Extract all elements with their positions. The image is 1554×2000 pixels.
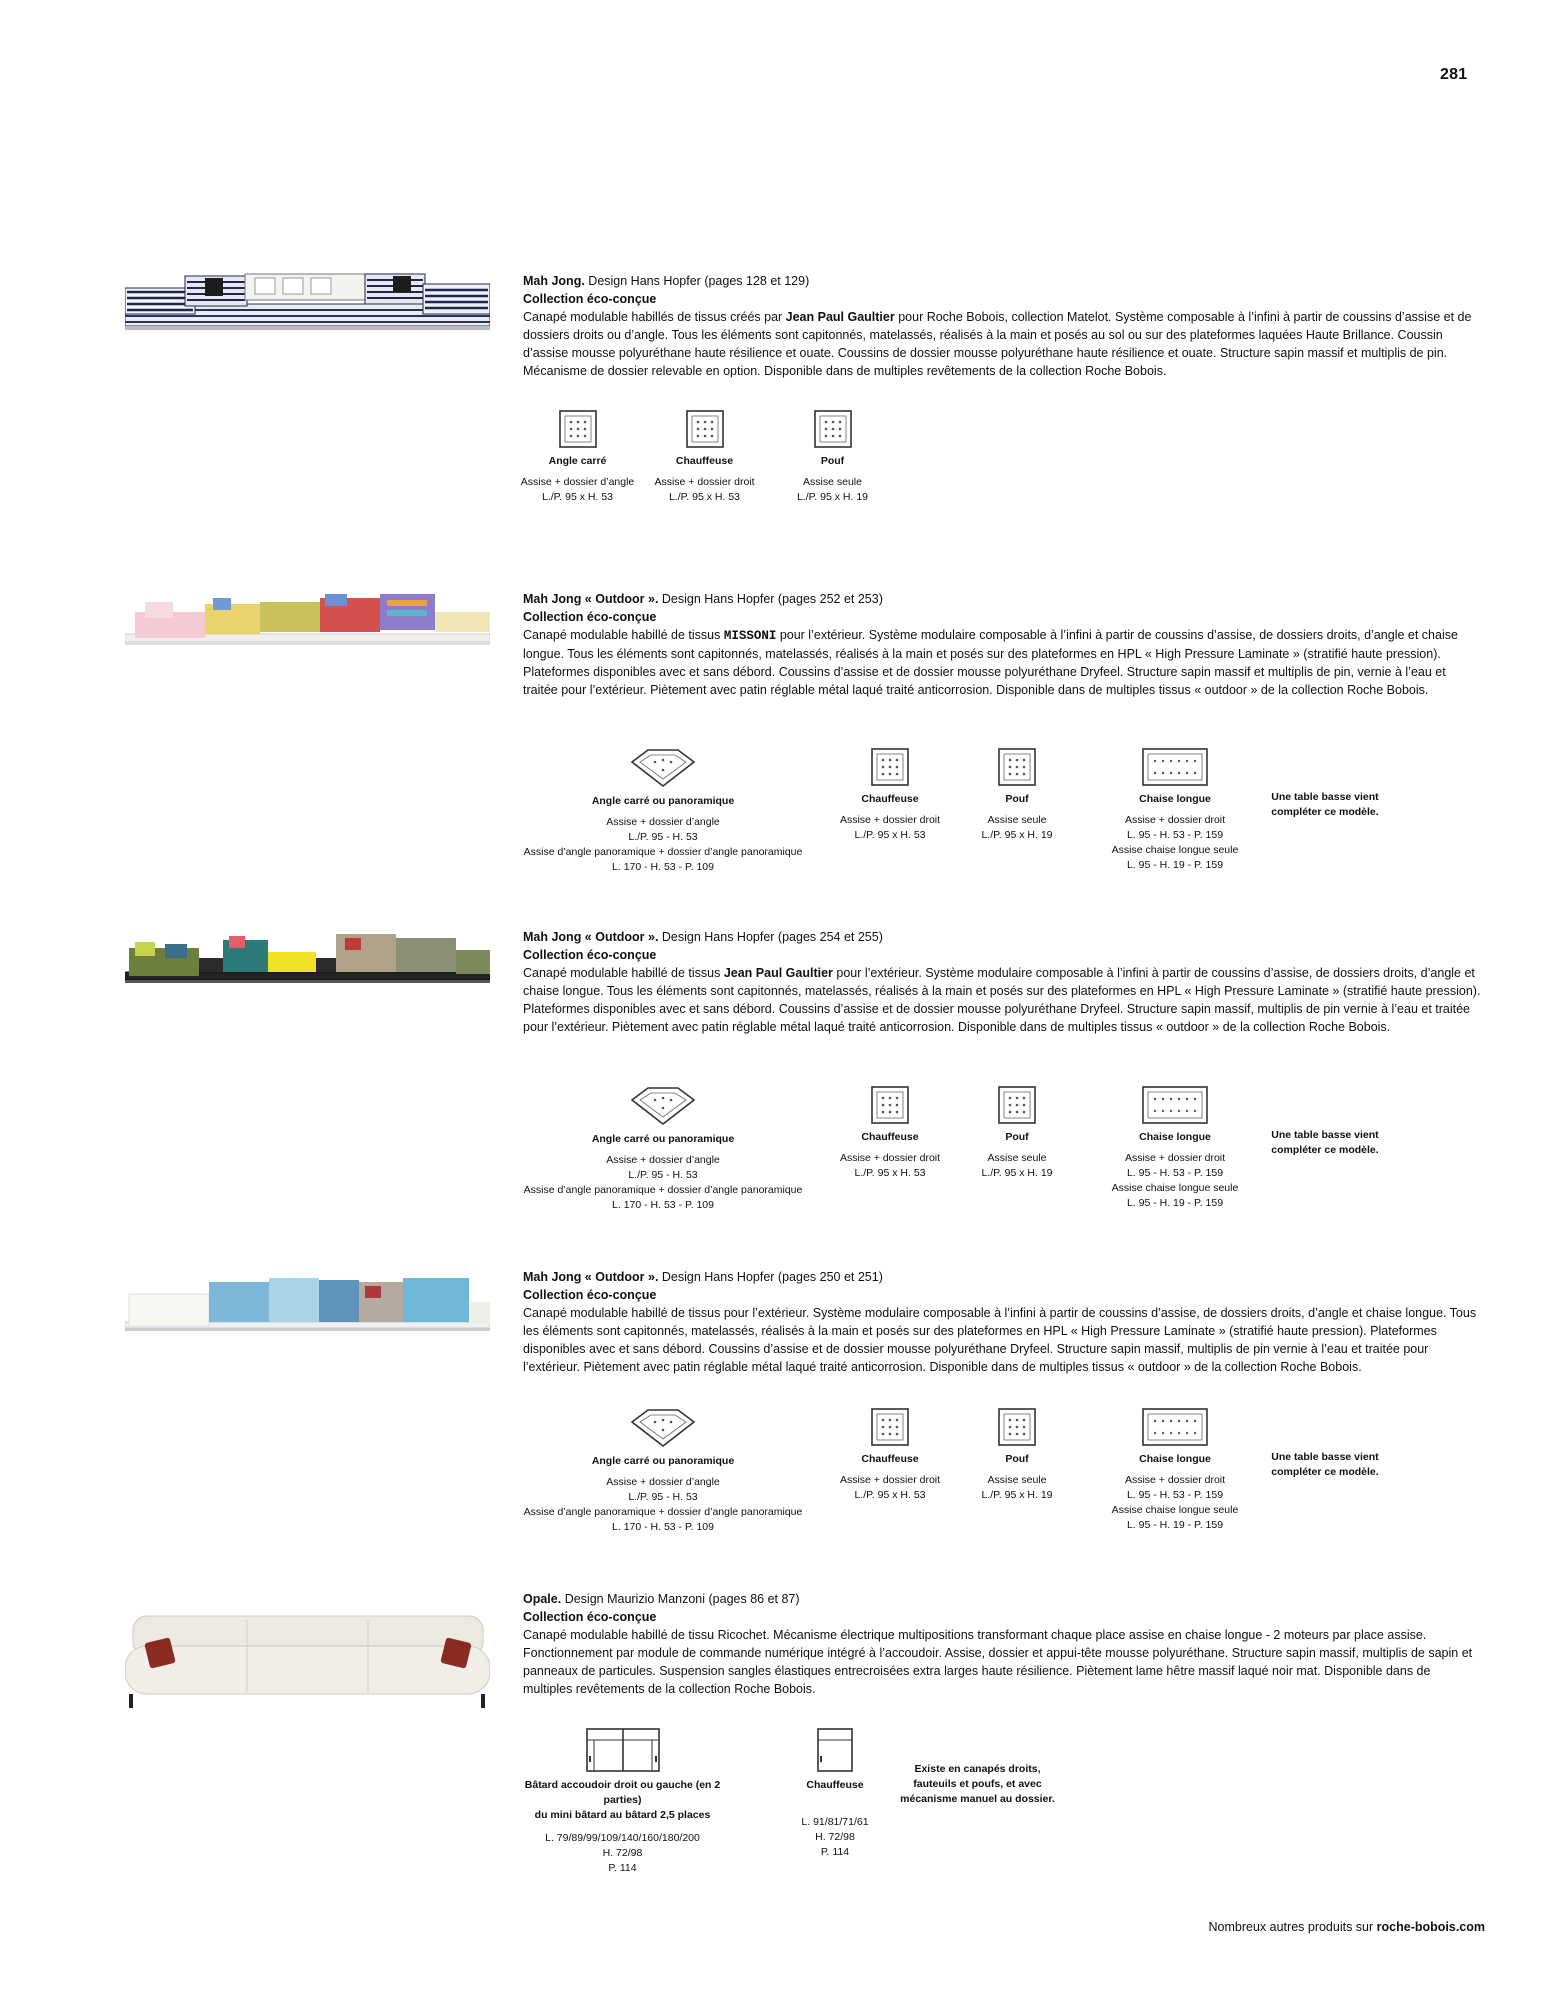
module-chauffeuse bbox=[775, 1728, 895, 1860]
module-dimensions: L./P. 95 x H. 53 bbox=[541, 491, 614, 503]
module-chaise-longue bbox=[1095, 748, 1255, 873]
module-dimensions: P. 114 bbox=[820, 1846, 850, 1858]
product-collection: Collection éco-conçue bbox=[523, 948, 657, 962]
module-dimensions: L. 95 - H. 53 - P. 159 bbox=[1126, 1489, 1224, 1501]
sofa-image bbox=[125, 590, 490, 665]
module-angle-panoramique bbox=[513, 748, 813, 875]
module-spec: Assise seule bbox=[803, 476, 862, 488]
module-spec: Assise chaise longue seule bbox=[1111, 1504, 1239, 1516]
module-subtitle: du mini bâtard au bâtard 2,5 places bbox=[534, 1809, 711, 1821]
module-spec: Assise seule bbox=[987, 1474, 1047, 1486]
module-dimensions: L. 95 - H. 19 - P. 159 bbox=[1126, 859, 1224, 871]
module-square-icon bbox=[814, 410, 852, 448]
sofa-image bbox=[125, 928, 490, 1003]
module-spec: Assise + dossier droit bbox=[839, 1152, 941, 1164]
product-name: Mah Jong. bbox=[523, 274, 585, 288]
module-chauffeuse bbox=[820, 748, 960, 843]
product-design: Design Hans Hopfer (pages 128 et 129) bbox=[584, 274, 810, 288]
module-dimensions: L. 95 - H. 19 - P. 159 bbox=[1126, 1519, 1224, 1531]
module-spec: Assise + dossier d’angle bbox=[520, 476, 635, 488]
module-spec: Assise seule bbox=[987, 1152, 1047, 1164]
module-name: Pouf bbox=[1005, 1131, 1029, 1143]
module-dimensions: L. 170 - H. 53 - P. 109 bbox=[612, 861, 714, 873]
module-name: Chaise longue bbox=[1139, 1131, 1211, 1143]
module-spec: Assise d’angle panoramique + dossier d’angle panoramique bbox=[523, 1184, 803, 1196]
module-chauffeuse bbox=[632, 410, 777, 505]
module-name: Chaise longue bbox=[1139, 1453, 1211, 1465]
module-dimensions: L. 95 - H. 19 - P. 159 bbox=[1126, 1197, 1224, 1209]
module-chauffeuse bbox=[820, 1086, 960, 1181]
product-note: Une table basse vient compléter ce modèle. bbox=[1271, 791, 1379, 818]
module-square-icon bbox=[998, 1086, 1036, 1124]
module-name: Angle carré ou panoramique bbox=[591, 1133, 735, 1145]
module-chaise-longue bbox=[1095, 1408, 1255, 1533]
module-name: Chauffeuse bbox=[861, 1131, 919, 1143]
product-description bbox=[523, 1268, 1483, 1376]
module-name: Pouf bbox=[1005, 793, 1029, 805]
module-chaise-longue bbox=[1095, 1086, 1255, 1211]
module-pouf bbox=[962, 748, 1072, 843]
module-dimensions: L./P. 95 - H. 53 bbox=[628, 1169, 698, 1181]
module-spec: Assise d’angle panoramique + dossier d’angle panoramique bbox=[523, 1506, 803, 1518]
module-spec: Assise + dossier droit bbox=[839, 814, 941, 826]
module-chauffeuse bbox=[820, 1408, 960, 1503]
module-spec: Assise + dossier droit bbox=[1124, 814, 1226, 826]
module-angle-panoramique bbox=[513, 1086, 813, 1213]
designer-name: MISSONI bbox=[723, 629, 777, 643]
module-angle-carre bbox=[505, 410, 650, 505]
module-dimensions: L. 95 - H. 53 - P. 159 bbox=[1126, 829, 1224, 841]
sofa-image bbox=[125, 1274, 490, 1354]
module-dimensions: H. 72/98 bbox=[815, 1831, 855, 1843]
module-pouf bbox=[760, 410, 905, 505]
module-name: Chauffeuse bbox=[806, 1779, 864, 1791]
module-rectangle-icon bbox=[1142, 748, 1208, 786]
module-angle-panoramique bbox=[513, 1408, 813, 1535]
product-opale bbox=[0, 1590, 1554, 1890]
module-spec: Assise + dossier droit bbox=[654, 476, 755, 488]
module-name: Chaise longue bbox=[1139, 793, 1211, 805]
module-name: Angle carré bbox=[548, 455, 607, 467]
module-spec: Assise d’angle panoramique + dossier d’angle panoramique bbox=[523, 846, 803, 858]
module-dimensions: L./P. 95 x H. 19 bbox=[981, 1489, 1053, 1501]
product-note: Une table basse vient compléter ce modèle. bbox=[1271, 1129, 1379, 1156]
product-text: Canapé modulable habillé de tissu Ricochet. Mécanisme électrique multipositions transformant chaque place assise en chaise longue - 2 moteurs par place assise. Fonctionnement par module de commande numérique intégré à l’accoudoir. Assise, dossier et appui-tête mousse polyuréthane. Structure sapin massif, multiplis de sapin et panneaux de particules. Suspension sangles élastiques entrecroisées extra larges haute résilience. Piètement lame hêtre massif laqué noir mat. Disponible dans de multiples revêtements de la collection Roche Bobois. bbox=[523, 1628, 1473, 1696]
product-text: Canapé modulable habillé de tissus Jean Paul Gaultier pour l’extérieur. Système modulaire composable à l’infini à partir de coussins d’assise, de dossiers droits, d’angle et chaise longue. Tous les éléments sont capitonnés, matelassés, réalisés à la main et posés sur des plateformes en HPL « High Pressure Laminate » (stratifié haute pression). Plateformes disponibles avec et sans débord. Coussins d’assise et de dossier mousse polyuréthane Dryfeel. Structure sapin massif, multiplis de pin vernie à l’eau et traitée pour l’extérieur. Piètement avec patin réglable métal laqué traité anticorrosion. Disponible dans de multiples tissus « outdoor » de la collection Roche Bobois. bbox=[523, 966, 1481, 1034]
module-dimensions: L./P. 95 x H. 53 bbox=[854, 829, 926, 841]
module-batard bbox=[505, 1728, 740, 1876]
module-spec: Assise + dossier droit bbox=[1124, 1474, 1226, 1486]
module-dimensions: H. 72/98 bbox=[602, 1847, 643, 1859]
product-collection: Collection éco-conçue bbox=[523, 1288, 657, 1302]
product-collection: Collection éco-conçue bbox=[523, 610, 657, 624]
module-sofa-plan-icon bbox=[586, 1728, 660, 1772]
module-pouf bbox=[962, 1408, 1072, 1503]
module-spec: Assise chaise longue seule bbox=[1111, 844, 1239, 856]
product-text: Canapé modulable habillé de tissus MISSONI pour l’extérieur. Système modulaire composable à l’infini à partir de coussins d’assise, de dossiers droits, d’angle et chaise longue. Tous les éléments sont capitonnés, matelassés, réalisés à la main et posés sur des plateformes en HPL « High Pressure Laminate » (stratifié haute pression). Plateformes disponibles avec et sans débord. Coussins d’assise et de dossier mousse polyuréthane Dryfeel. Structure sapin massif et multiplis de pin, vernie à l’eau et traitée pour l’extérieur. Piètement avec patin réglable métal laqué traité anticorrosion. Disponible dans de multiples tissus « outdoor » de la collection Roche Bobois. bbox=[523, 628, 1458, 697]
product-collection: Collection éco-conçue bbox=[523, 292, 657, 306]
module-square-icon bbox=[871, 748, 909, 786]
module-dimensions: L. 170 - H. 53 - P. 109 bbox=[612, 1199, 714, 1211]
product-design: Design Hans Hopfer (pages 252 et 253) bbox=[658, 592, 883, 606]
module-dimensions: L./P. 95 x H. 53 bbox=[668, 491, 741, 503]
module-name: Chauffeuse bbox=[675, 455, 734, 467]
module-pentagon-icon bbox=[630, 1086, 696, 1126]
module-spec: Assise seule bbox=[987, 814, 1047, 826]
product-name: Mah Jong « Outdoor ». bbox=[523, 930, 659, 944]
module-name: Chauffeuse bbox=[861, 1453, 919, 1465]
module-rectangle-icon bbox=[1142, 1086, 1208, 1124]
module-name: Angle carré ou panoramique bbox=[591, 1455, 735, 1467]
product-mah-jong-outdoor-blue bbox=[0, 1268, 1554, 1568]
module-dimensions: L. 95 - H. 53 - P. 159 bbox=[1126, 1167, 1224, 1179]
module-square-icon bbox=[998, 748, 1036, 786]
product-name: Mah Jong « Outdoor ». bbox=[523, 592, 659, 606]
module-rectangle-icon bbox=[1142, 1408, 1208, 1446]
module-dimensions: L./P. 95 x H. 19 bbox=[981, 829, 1053, 841]
module-square-icon bbox=[559, 410, 597, 448]
product-mah-jong-outdoor-gaultier bbox=[0, 928, 1554, 1228]
product-note: Une table basse vient compléter ce modèle. bbox=[1271, 1451, 1379, 1478]
module-dimensions: L./P. 95 x H. 19 bbox=[981, 1167, 1053, 1179]
module-dimensions: L. 170 - H. 53 - P. 109 bbox=[612, 1521, 714, 1533]
product-name: Opale. bbox=[523, 1592, 562, 1606]
module-spec: Assise + dossier d’angle bbox=[606, 1154, 720, 1166]
module-square-icon bbox=[871, 1086, 909, 1124]
page-number: 281 bbox=[1440, 66, 1468, 83]
product-name: Mah Jong « Outdoor ». bbox=[523, 1270, 659, 1284]
module-spec: Assise + dossier d’angle bbox=[606, 1476, 720, 1488]
product-description bbox=[523, 272, 1483, 380]
product-mah-jong-outdoor-missoni bbox=[0, 590, 1554, 890]
module-name: Chauffeuse bbox=[861, 793, 919, 805]
product-mah-jong-matelot bbox=[0, 260, 1554, 520]
module-dimensions: P. 114 bbox=[608, 1862, 637, 1874]
module-spec: Assise + dossier d’angle bbox=[606, 816, 720, 828]
module-spec: Assise + dossier droit bbox=[839, 1474, 941, 1486]
module-pouf bbox=[962, 1086, 1072, 1181]
product-note: Existe en canapés droits, fauteuils et poufs, et avec mécanisme manuel au dossier. bbox=[900, 1763, 1055, 1805]
product-description bbox=[523, 590, 1483, 699]
footer bbox=[1000, 1920, 1485, 1934]
module-square-icon bbox=[686, 410, 724, 448]
module-pentagon-icon bbox=[630, 748, 696, 788]
module-pentagon-icon bbox=[630, 1408, 696, 1448]
module-name: Pouf bbox=[1005, 1453, 1029, 1465]
module-spec: Assise chaise longue seule bbox=[1111, 1182, 1239, 1194]
module-spec: Assise + dossier droit bbox=[1124, 1152, 1226, 1164]
module-dimensions: L. 91/81/71/61 bbox=[801, 1816, 869, 1828]
product-design: Design Maurizio Manzoni (pages 86 et 87) bbox=[561, 1592, 800, 1606]
module-dimensions: L./P. 95 - H. 53 bbox=[628, 1491, 698, 1503]
sofa-image bbox=[125, 270, 490, 350]
module-seat-plan-icon bbox=[817, 1728, 853, 1772]
module-square-icon bbox=[998, 1408, 1036, 1446]
module-square-icon bbox=[871, 1408, 909, 1446]
module-dimensions: L./P. 95 x H. 53 bbox=[854, 1167, 926, 1179]
designer-name: Jean Paul Gaultier bbox=[785, 310, 895, 324]
product-design: Design Hans Hopfer (pages 250 et 251) bbox=[658, 1270, 883, 1284]
module-name: Bâtard accoudoir droit ou gauche (en 2 parties) bbox=[524, 1779, 721, 1806]
product-description bbox=[523, 928, 1483, 1036]
module-dimensions: L./P. 95 - H. 53 bbox=[628, 831, 698, 843]
module-name: Angle carré ou panoramique bbox=[591, 795, 735, 807]
module-name: Pouf bbox=[820, 455, 845, 467]
footer-link[interactable]: roche-bobois.com bbox=[1376, 1920, 1485, 1934]
product-collection: Collection éco-conçue bbox=[523, 1610, 657, 1624]
module-dimensions: L./P. 95 x H. 53 bbox=[854, 1489, 926, 1501]
product-design: Design Hans Hopfer (pages 254 et 255) bbox=[658, 930, 883, 944]
designer-name: Jean Paul Gaultier bbox=[723, 966, 833, 980]
sofa-image bbox=[125, 1610, 490, 1720]
product-text: Canapé modulable habillé de tissus pour l’extérieur. Système modulaire composable à l’infini à partir de coussins d’assise, de dossiers droits, d’angle et chaise longue. Tous les éléments sont capitonnés, matelassés, réalisés à la main et posés sur des plateformes en HPL « High Pressure Laminate » (stratifié haute pression). Plateformes disponibles avec et sans débord. Coussins d’assise et de dossier mousse polyuréthane Dryfeel. Structure sapin massif, multiplis de pin vernie à l’eau et traitée pour l’extérieur. Piètement avec patin réglable métal laqué traité anticorrosion. Disponible dans de multiples tissus « outdoor » de la collection Roche Bobois. bbox=[523, 1306, 1477, 1374]
footer-text: Nombreux autres produits sur bbox=[1208, 1920, 1377, 1934]
module-dimensions: L./P. 95 x H. 19 bbox=[796, 491, 869, 503]
module-dimensions: L. 79/89/99/109/140/160/180/200 bbox=[545, 1832, 700, 1844]
product-description bbox=[523, 1590, 1483, 1698]
product-text: Canapé modulable habillés de tissus créés par Jean Paul Gaultier pour Roche Bobois, collection Matelot. Système composable à l’infini à partir de coussins d’assise et de dossiers droits ou d’angle. Tous les éléments sont capitonnés, matelassés, réalisés à la main et posés au sol ou sur des plateformes laquées Haute Brillance. Coussin d’assise mousse polyuréthane haute résilience et ouate. Coussins de dossier mousse polyuréthane haute résilience et ouate. Structure sapin massif et multiplis de pin. Mécanisme de dossier relevable en option. Disponible dans de multiples revêtements de la collection Roche Bobois. bbox=[523, 310, 1472, 378]
